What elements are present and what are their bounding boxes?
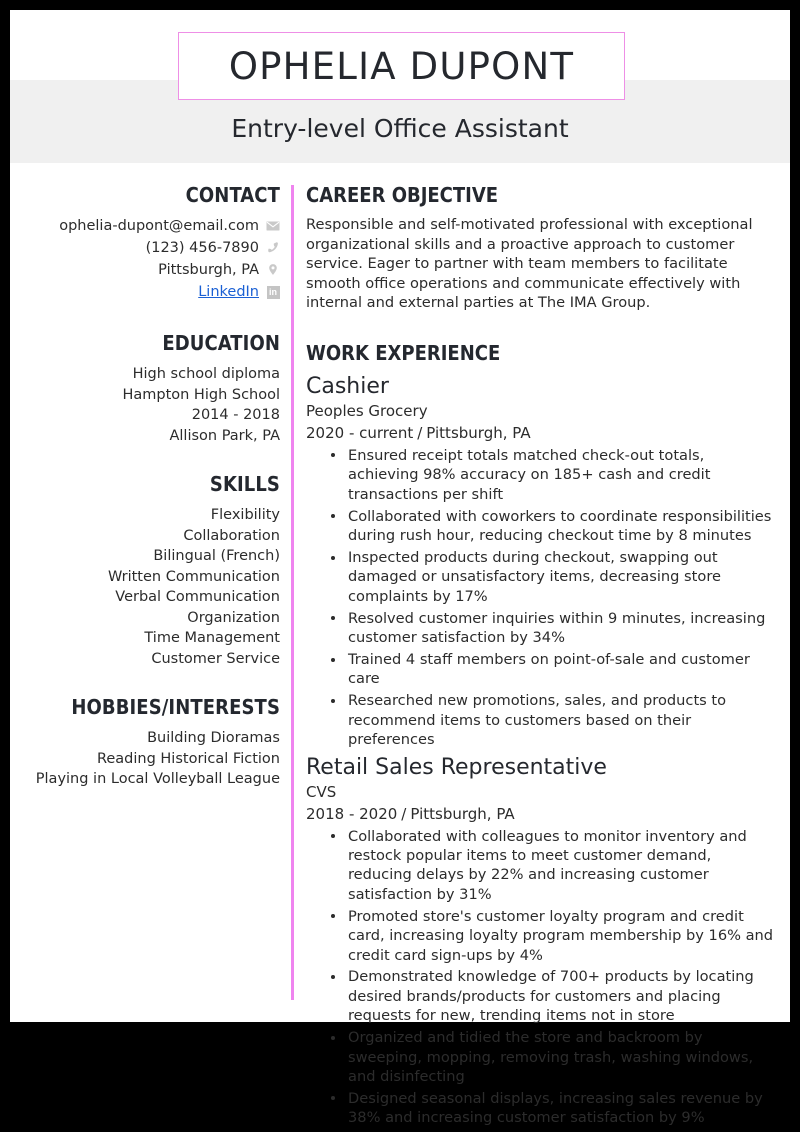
contact-phone-row[interactable] (22, 238, 280, 258)
education-item: 2014 - 2018 (191, 407, 280, 423)
job-title: Retail Sales Representative (306, 754, 607, 780)
contact-section (22, 183, 280, 302)
job-company: CVS (306, 782, 337, 801)
job-bullet-list (306, 446, 778, 750)
job-meta-separator: / (401, 804, 407, 823)
job-location: Pittsburgh, PA (410, 804, 515, 823)
experience-entry (306, 373, 778, 750)
education-item: Hampton High School (122, 386, 280, 403)
skill-item: Bilingual (French) (153, 548, 280, 564)
hobby-item: Reading Historical Fiction (96, 750, 280, 767)
experience-entry (306, 754, 778, 1128)
skill-item: Customer Service (151, 650, 280, 667)
skills-heading: SKILLS (209, 472, 280, 496)
job-bullet: Collaborated with colleagues to monitor inventory and restock popular items to meet customer demand, reducing delays by 22% and increasing customer satisfaction by 31% (348, 827, 778, 905)
contact-phone-text: (123) 456-7890 (145, 240, 259, 256)
education-item: High school diploma (132, 366, 280, 382)
job-bullet: Inspected products during checkout, swapping out damaged or unsatisfactory items, decreasing store complaints by 17% (348, 548, 778, 606)
envelope-icon (266, 219, 280, 233)
job-bullet: Demonstrated knowledge of 700+ products by locating desired brands/products for customers and placing requests for new, trending items not in store (348, 967, 778, 1025)
job-bullet: Organized and tidied the store and backroom by sweeping, mopping, removing trash, washing windows, and disinfecting (348, 1028, 778, 1086)
contact-location-row (22, 260, 280, 280)
skill-item: Flexibility (210, 507, 280, 523)
job-bullet: Collaborated with coworkers to coordinate responsibilities during rush hour, reducing checkout time by 8 minutes (348, 507, 778, 546)
education-item: Allison Park, PA (169, 427, 280, 444)
job-bullet: Promoted store's customer loyalty program and credit card, increasing loyalty program membership by 16% and credit card sign-ups by 4% (348, 907, 778, 965)
job-title: Cashier (306, 373, 389, 399)
sidebar (22, 183, 280, 816)
skill-item: Written Communication (107, 568, 280, 585)
job-bullet: Resolved customer inquiries within 9 minutes, increasing customer satisfaction by 34% (348, 609, 778, 648)
work-experience-section (306, 341, 778, 1128)
skill-item: Collaboration (183, 527, 280, 544)
job-bullet-list (306, 827, 778, 1128)
job-bullet: Trained 4 staff members on point-of-sale and customer care (348, 650, 778, 689)
career-objective-section (306, 183, 778, 313)
linkedin-badge-glyph: in (267, 286, 280, 299)
job-bullet: Designed seasonal displays, increasing sales revenue by 38% and increasing customer satisfaction by 9% (348, 1089, 778, 1128)
column-divider (291, 185, 294, 1000)
hobby-item: Playing in Local Volleyball League (35, 771, 280, 787)
job-meta-separator: / (417, 423, 423, 442)
education-heading: EDUCATION (162, 331, 280, 355)
phone-icon (266, 241, 280, 255)
career-objective-heading: CAREER OBJECTIVE (306, 183, 499, 207)
name-box (178, 32, 625, 100)
skill-item: Organization (187, 609, 280, 626)
job-dates: 2018 - 2020 (306, 804, 398, 823)
skills-section (22, 472, 280, 669)
contact-heading: CONTACT (185, 183, 280, 207)
job-meta (306, 422, 778, 444)
job-company: Peoples Grocery (306, 401, 428, 420)
hobbies-heading: HOBBIES/INTERESTS (71, 695, 280, 719)
contact-email-text: ophelia-dupont@email.com (59, 218, 259, 234)
resume-page (10, 10, 790, 1127)
contact-location-text: Pittsburgh, PA (158, 262, 259, 278)
skill-item: Verbal Communication (115, 589, 280, 605)
main-content (306, 183, 778, 1132)
work-experience-heading: WORK EXPERIENCE (306, 340, 501, 365)
linkedin-link[interactable]: LinkedIn (198, 284, 259, 300)
job-bullet: Researched new promotions, sales, and products to recommend items to customers based on their preferences (348, 691, 778, 749)
job-dates: 2020 - current (306, 423, 414, 442)
career-objective-text: Responsible and self-motivated professional with exceptional organizational skills and a proactive approach to customer service. Eager to partner with team members to facilitate smooth office operations and communicate effectively with internal and external parties at The IMA Group. (306, 216, 753, 312)
hobbies-section (22, 695, 280, 790)
job-meta (306, 803, 778, 825)
map-pin-icon (266, 263, 280, 277)
job-location: Pittsburgh, PA (426, 423, 531, 442)
candidate-name: OPHELIA DUPONT (228, 44, 575, 88)
contact-email-row[interactable] (22, 216, 280, 236)
skill-item: Time Management (144, 630, 280, 646)
job-bullet: Ensured receipt totals matched check-out totals, achieving 98% accuracy on 185+ cash and credit transactions per shift (348, 446, 778, 504)
education-section (22, 331, 280, 446)
linkedin-icon (266, 285, 280, 299)
candidate-job-title: Entry-level Office Assistant (231, 114, 569, 143)
contact-linkedin-row[interactable] (22, 282, 280, 302)
hobby-item: Building Dioramas (147, 730, 280, 746)
